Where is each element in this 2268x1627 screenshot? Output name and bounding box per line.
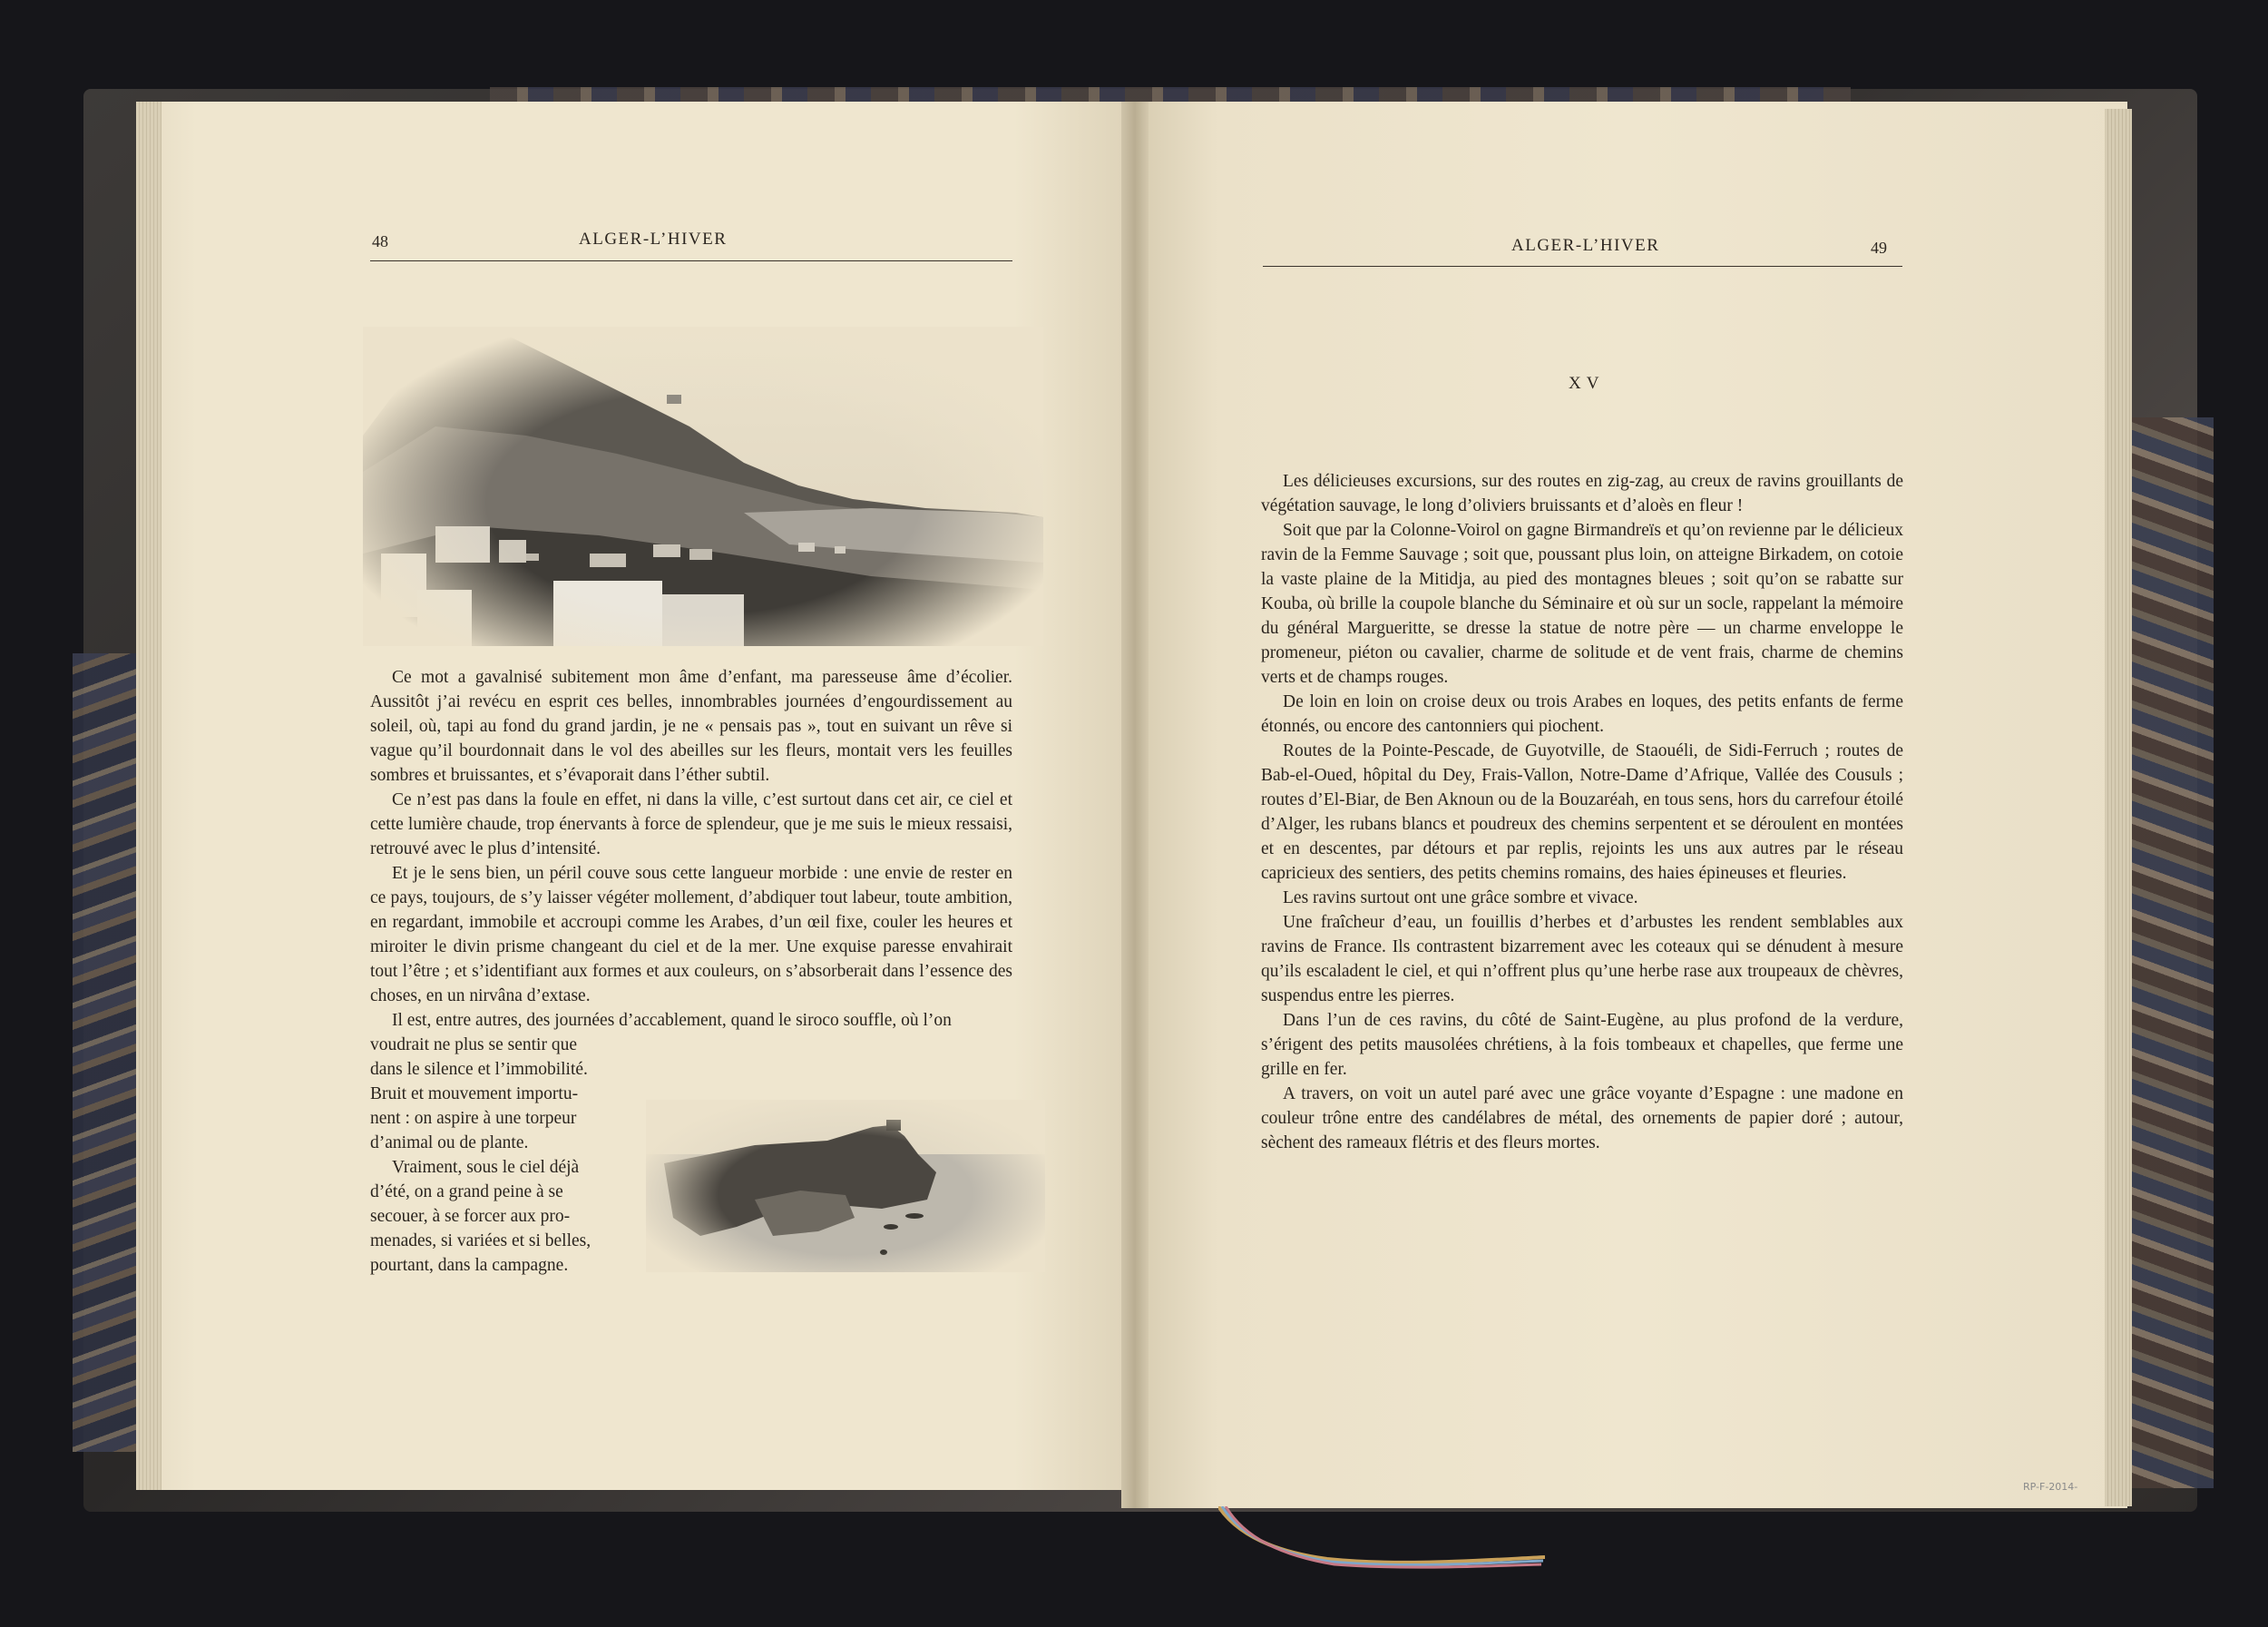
- left-paragraph-2: Ce n’est pas dans la foule en effet, ni dans la ville, c’est surtout dans cet air, ce ciel et cette lumière chaude, trop énervants à force de splendeur, que je me suis le mieux ressaisi, retrouvé avec le plus d’intensité.: [370, 790, 1012, 858]
- narrow-line: pourtant, dans la campagne.: [370, 1256, 569, 1275]
- rocky-coast-photo: [646, 1100, 1045, 1272]
- right-running-head: ALGER-L’HIVER: [1511, 236, 1660, 255]
- narrow-line: nent : on aspire à une torpeur: [370, 1109, 577, 1128]
- left-header-rule: [370, 260, 1012, 261]
- narrow-line: menades, si variées et si belles,: [370, 1231, 591, 1250]
- left-paragraph-3: Et je le sens bien, un péril couve sous cette langueur morbide : une envie de rester en ce pays, toujours, de s’y laisser végéter mollement, d’abdiquer tout labeur, toute ambition, en regardant, immobile et accroupi comme les Arabes, d’un œil fixe, couler les heures et miroiter le divin prisme changeant du ciel et de la mer. Une exquise paresse envahirait tout l’être ; et s’identifiant aux formes et aux couleurs, on s’absorberait dans l’essence des choses, en un nirvâna d’extase.: [370, 864, 1012, 1005]
- right-header-rule: [1263, 266, 1902, 267]
- right-paragraph-4: Routes de la Pointe-Pescade, de Guyotville, de Staouéli, de Sidi-Ferruch ; routes de Bab-el-Oued, hôpital du Dey, Frais-Vallon, Notre-Dame d’Afrique, Vallée des Cousuls ; routes d’El-Biar, de Ben Aknoun ou de la Bouzaréah, en tous sens, hors du carrefour étoilé d’Alger, les rubans blancs et poudreux des chemins serpentent et se déroulent en montées et en descentes, par détours et par replis, rejoints les uns aux autres par le réseau capricieux des sentiers, des petits chemins romains, des haies épineuses et fleuries.: [1261, 741, 1903, 883]
- narrow-line: Bruit et mouvement importu-: [370, 1084, 579, 1103]
- chapter-heading: XV: [1569, 374, 1605, 393]
- right-page-number: 49: [1871, 239, 1887, 257]
- narrow-line: d’été, on a grand peine à se: [370, 1182, 563, 1201]
- book-gutter: [1121, 102, 1149, 1508]
- narrow-line: voudrait ne plus se sentir que: [370, 1035, 577, 1054]
- algiers-coast-photo: [363, 327, 1043, 646]
- right-body-text: [1261, 469, 1903, 1155]
- right-paragraph-2: Soit que par la Colonne-Voirol on gagne Birmandreïs et qu’on revienne par le délicieux ravin de la Femme Sauvage ; soit que, poussant plus loin, on atteigne Birkadem, on cotoie la vaste plaine de la Mitidja, au pied des montagnes bleues ; soit qu’on se rabatte sur Kouba, où brille la coupole blanche du Séminaire et où sur un socle, rappelant la mémoire du général Margueritte, se dresse la statue de notre père — un charme enveloppe le promeneur, piéton ou cavalier, charme de solitude et de vent frais, charme de chemins verts et de champs rouges.: [1261, 521, 1903, 687]
- narrow-line: secouer, à se forcer aux pro-: [370, 1207, 571, 1226]
- left-page-edges: [136, 102, 161, 1490]
- left-body-text: [370, 665, 1012, 1033]
- right-page-edges: [2105, 109, 2132, 1506]
- right-paragraph-6: Une fraîcheur d’eau, un fouillis d’herbes et d’arbustes les rendent semblables aux ravins de France. Ils contrastent bizarrement avec les coteaux qui se dénudent à mesure qu’ils escaladent le ciel, et qui n’offrent plus qu’une herbe rase aux troupeaux de chèvres, suspendus entre les pierres.: [1261, 913, 1903, 1005]
- left-paragraph-1: Ce mot a gavalnisé subitement mon âme d’enfant, ma paresseuse âme d’écolier. Aussitôt j’ai revécu en esprit ces belles, innombrables journées d’engourdissement au soleil, où, tapi au fond du grand jardin, je ne « pensais pas », tout en suivant un rêve si vague qu’il bourdonnait dans le vol des abeilles sur les fleurs, montait vers les feuilles sombres et bruissantes, et s’évaporait dans l’éther subtil.: [370, 668, 1012, 785]
- left-narrow-column: [370, 1033, 602, 1278]
- marbled-board-left: [73, 653, 145, 1452]
- catalog-annotation: RP-F-2014-: [2023, 1481, 2078, 1493]
- narrow-line: Vraiment, sous le ciel déjà: [392, 1158, 580, 1177]
- bookmark-ribbon: [1218, 1506, 1545, 1570]
- left-paragraph-4: Il est, entre autres, des journées d’accablement, quand le siroco souffle, où l’on: [392, 1011, 952, 1030]
- left-page-number: 48: [372, 232, 388, 250]
- narrow-line: dans le silence et l’immobilité.: [370, 1060, 588, 1079]
- marbled-board-right: [2132, 417, 2214, 1488]
- left-running-head: ALGER-L’HIVER: [579, 230, 728, 249]
- narrow-line: d’animal ou de plante.: [370, 1133, 529, 1152]
- right-paragraph-1: Les délicieuses excursions, sur des routes en zig-zag, au creux de ravins grouillants de végétation sauvage, le long d’oliviers bruissants et d’aloès en fleur !: [1261, 472, 1903, 515]
- right-paragraph-3: De loin en loin on croise deux ou trois Arabes en loques, des petits enfants de ferme étonnés, ou encore des cantonniers qui piochent.: [1261, 692, 1903, 736]
- right-paragraph-5: Les ravins surtout ont une grâce sombre et vivace.: [1283, 888, 1638, 907]
- right-paragraph-7: Dans l’un de ces ravins, du côté de Saint-Eugène, au plus profond de la verdure, s’érigent des petits mausolées chrétiens, à la fois tombeaux et chapelles, que ferme une grille en fer.: [1261, 1011, 1903, 1079]
- right-paragraph-8: A travers, on voit un autel paré avec une grâce voyante d’Espagne : une madone en couleur trône entre des candélabres de métal, des ornements de papier doré ; autour, sèchent des rameaux flétris et des fleurs mortes.: [1261, 1084, 1903, 1152]
